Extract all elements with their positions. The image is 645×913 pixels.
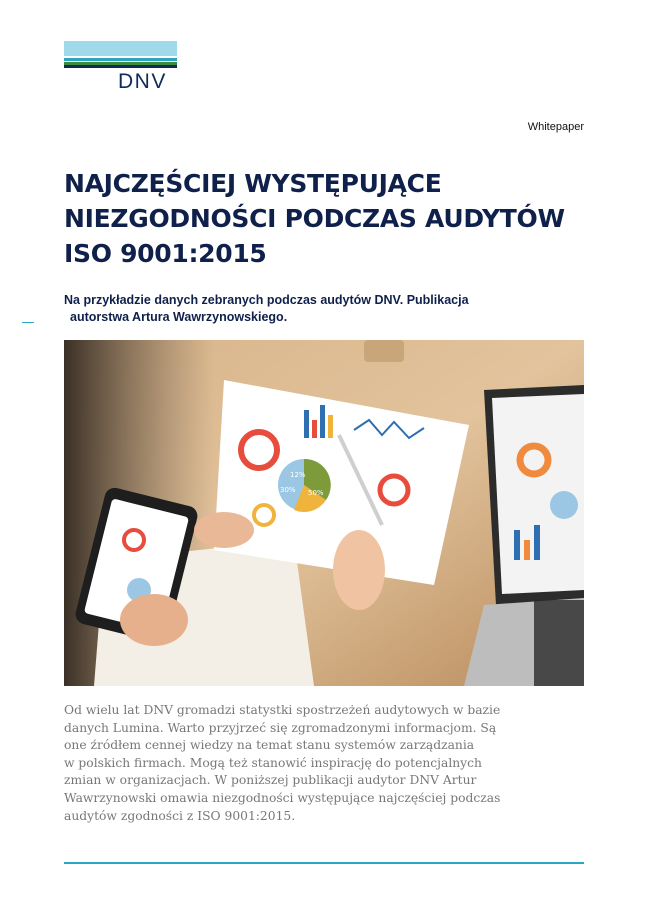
logo-stripe <box>64 41 177 56</box>
subtitle-line: autorstwa Artura Wawrzynowskiego. <box>70 310 288 324</box>
subtitle <box>64 292 564 326</box>
paragraph-line: audytów zgodności z ISO 9001:2015. <box>64 808 296 823</box>
intro-paragraph <box>64 702 594 825</box>
page-title <box>64 166 584 271</box>
paragraph-line: one źródłem cennej wiedzy na temat stanu systemów zarządzania <box>64 738 475 753</box>
logo-stripe <box>64 65 177 68</box>
pie-label: 30% <box>280 486 296 494</box>
document-type-label: Whitepaper <box>527 121 584 133</box>
title-line: NAJCZĘŚCIEJ WYSTĘPUJĄCE <box>64 169 442 198</box>
footer-divider <box>64 862 584 864</box>
dnv-logo <box>64 41 177 97</box>
hero-photo <box>64 340 584 686</box>
paragraph-line: zmian w organizacjach. W poniższej publikacji audytor DNV Artur <box>64 773 477 788</box>
logo-wordmark: DNV <box>118 70 167 93</box>
paragraph-line: w polskich firmach. Mogą też stanowić inspirację do potencjalnych <box>64 755 482 770</box>
subtitle-line: Na przykładzie danych zebranych podczas audytów DNV. Publikacja <box>64 293 469 307</box>
margin-mark <box>22 322 34 323</box>
pie-label: 12% <box>290 471 306 479</box>
paragraph-line: Wawrzynowski omawia niezgodności występujące najczęściej podczas <box>64 790 501 805</box>
title-line: ISO 9001:2015 <box>64 239 267 268</box>
title-line: NIEZGODNOŚCI PODCZAS AUDYTÓW <box>64 204 565 233</box>
pie-label: 50% <box>308 489 324 497</box>
paragraph-line: danych Lumina. Warto przyjrzeć się zgromadzonymi informacjom. Są <box>64 720 497 735</box>
paragraph-line: Od wielu lat DNV gromadzi statystki spostrzeżeń audytowych w bazie <box>64 703 501 717</box>
logo-stripe <box>64 58 177 61</box>
